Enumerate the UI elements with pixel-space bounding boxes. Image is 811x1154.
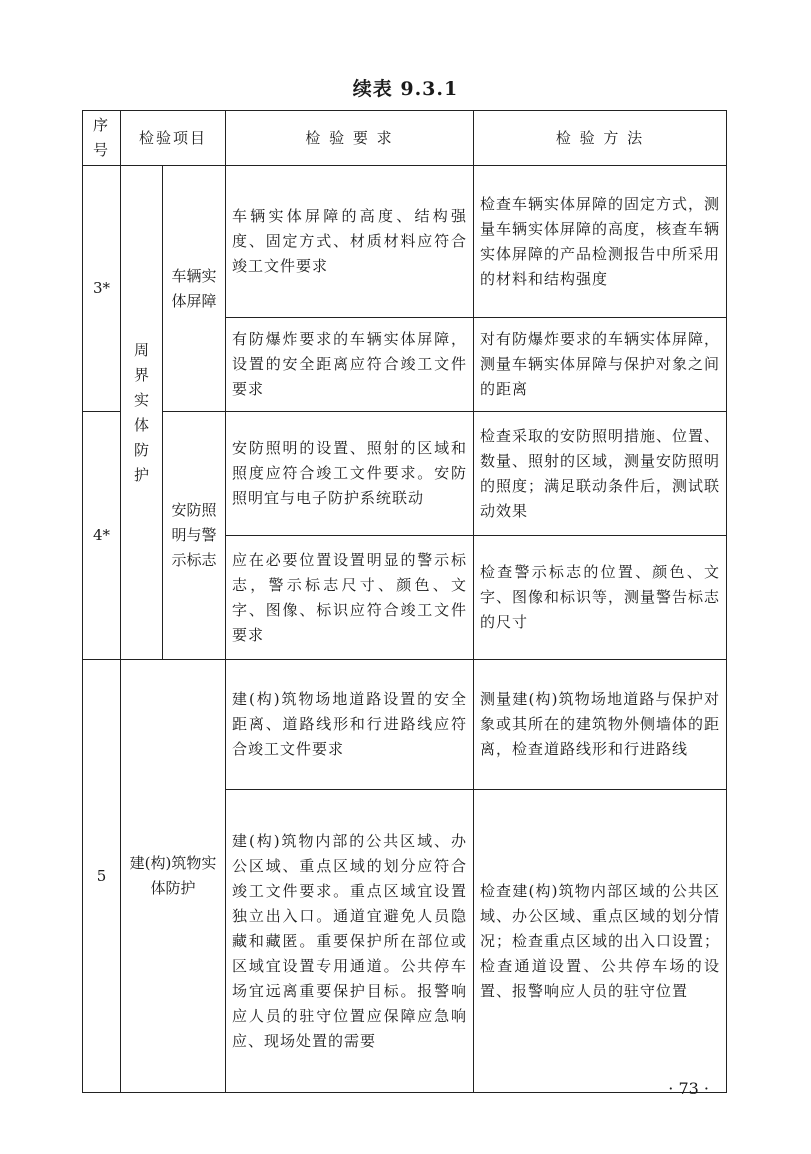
table-row	[83, 166, 727, 318]
item-name: 建(构)筑物实体防护	[121, 660, 226, 1093]
requirement-text: 车辆实体屏障的高度、结构强度、固定方式、材质材料应符合竣工文件要求	[226, 166, 474, 318]
header-requirements: 检 验 要 求	[226, 111, 474, 166]
requirement-text: 应在必要位置设置明显的警示标志，警示标志尺寸、颜色、文字、图像、标识应符合竣工文件要求	[226, 536, 474, 660]
method-text: 测量建(构)筑物场地道路与保护对象或其所在的建筑物外侧墙体的距离，检查道路线形和行进路线	[474, 660, 727, 790]
requirement-text: 有防爆炸要求的车辆实体屏障，设置的安全距离应符合竣工文件要求	[226, 318, 474, 412]
method-text: 检查警示标志的位置、颜色、文字、图像和标识等，测量警告标志的尺寸	[474, 536, 727, 660]
header-no: 序号	[83, 111, 121, 166]
header-item: 检验项目	[121, 111, 226, 166]
row-number: 5	[83, 660, 121, 1093]
group-label: 周界实体防护	[121, 166, 163, 660]
requirement-text: 建(构)筑物内部的公共区域、办公区域、重点区域的划分应符合竣工文件要求。重点区域宜设置独立出入口。通道宜避免人员隐藏和藏匿。重要保护所在部位或区域宜设置专用通道。公共停车场宜远离重要保护目标。报警响应人员的驻守位置应保障应急响应、现场处置的需要	[226, 790, 474, 1093]
requirement-text: 安防照明的设置、照射的区域和照度应符合竣工文件要求。安防照明宜与电子防护系统联动	[226, 412, 474, 536]
method-text: 检查采取的安防照明措施、位置、数量、照射的区域，测量安防照明的照度；满足联动条件后，测试联动效果	[474, 412, 727, 536]
requirement-text: 建(构)筑物场地道路设置的安全距离、道路线形和行进路线应符合竣工文件要求	[226, 660, 474, 790]
table-caption: 续表 9.3.1	[352, 78, 459, 100]
item-name: 安防照明与警示标志	[163, 412, 226, 660]
table-header-row	[83, 111, 727, 166]
method-text: 检查车辆实体屏障的固定方式，测量车辆实体屏障的高度，核查车辆实体屏障的产品检测报告中所采用的材料和结构强度	[474, 166, 727, 318]
table-row	[83, 660, 727, 790]
method-text: 对有防爆炸要求的车辆实体屏障，测量车辆实体屏障与保护对象之间的距离	[474, 318, 727, 412]
method-text: 检查建(构)筑物内部区域的公共区域、办公区域、重点区域的划分情况；检查重点区域的出入口设置；检查通道设置、公共停车场的设置、报警响应人员的驻守位置	[474, 790, 727, 1093]
table-row	[83, 412, 727, 536]
row-number: 4*	[83, 412, 121, 660]
row-number: 3*	[83, 166, 121, 412]
header-methods: 检 验 方 法	[474, 111, 727, 166]
item-name: 车辆实体屏障	[163, 166, 226, 412]
inspection-table	[82, 110, 727, 1093]
page-number: · 73 ·	[668, 1079, 709, 1098]
